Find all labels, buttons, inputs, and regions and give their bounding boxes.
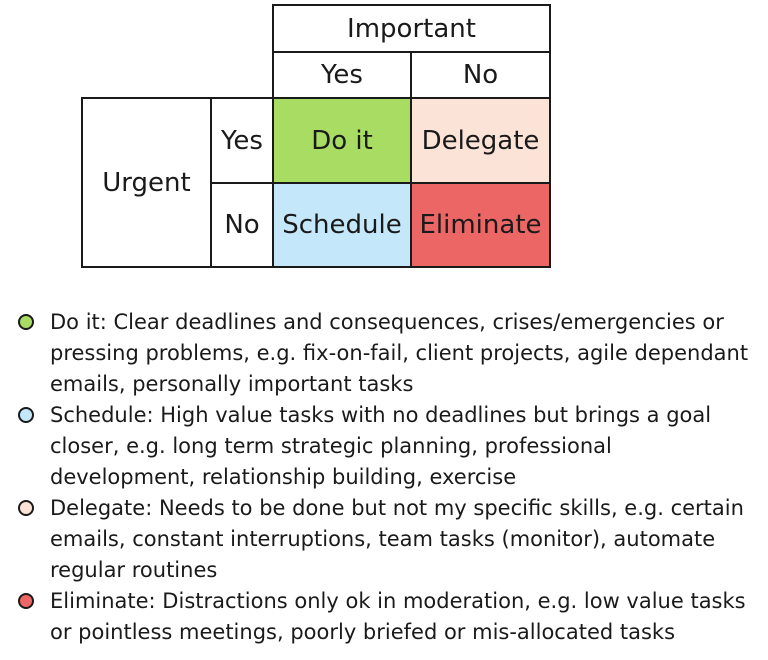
legend-text: Delegate: Needs to be done but not my specific skills, e.g. certain emails, constant interruptions, team tasks (monitor), automate regular routines	[50, 496, 744, 582]
peach-dot-icon	[18, 500, 34, 516]
delegate-label: Delegate	[421, 125, 540, 156]
grid-line	[273, 4, 551, 6]
important-yes-header: Yes	[321, 60, 363, 90]
eliminate-cell	[411, 183, 550, 267]
legend-text: Do it: Clear deadlines and consequences, crises/emergencies or pressing problems, e.g. fix-on-fail, client projects, agile dependant emails, personally important tasks	[50, 310, 749, 396]
do-it-label: Do it	[311, 125, 373, 156]
eliminate-label: Eliminate	[419, 210, 542, 240]
grid-line	[81, 266, 551, 268]
schedule-cell	[273, 183, 411, 267]
legend	[18, 307, 758, 648]
grid-line	[549, 4, 551, 268]
important-no-header: No	[462, 60, 499, 90]
schedule-label: Schedule	[282, 210, 402, 240]
red-dot-icon	[18, 593, 34, 609]
legend-item-do-it	[18, 307, 758, 400]
grid-line	[210, 182, 551, 184]
grid-line	[273, 51, 551, 53]
legend-item-delegate	[18, 493, 758, 586]
delegate-cell	[411, 98, 550, 183]
blue-dot-icon	[18, 407, 34, 423]
do-it-cell	[273, 98, 411, 183]
grid-line	[272, 4, 274, 268]
urgent-header: Urgent	[102, 167, 191, 198]
urgent-no-header: No	[224, 210, 260, 240]
grid-line	[210, 97, 212, 268]
urgent-yes-header: Yes	[221, 125, 263, 156]
legend-text: Schedule: High value tasks with no deadlines but brings a goal closer, e.g. long term strategic planning, professional development, relationship building, exercise	[50, 403, 712, 489]
legend-item-eliminate	[18, 586, 758, 648]
grid-line	[81, 97, 83, 268]
legend-text: Eliminate: Distractions only ok in moderation, e.g. low value tasks or pointless meetings, poorly briefed or mis-allocated tasks	[50, 589, 746, 644]
important-header: Important	[347, 13, 476, 44]
grid-line	[410, 51, 412, 268]
grid-line	[81, 97, 551, 99]
legend-item-schedule	[18, 400, 758, 493]
green-dot-icon	[18, 314, 34, 330]
